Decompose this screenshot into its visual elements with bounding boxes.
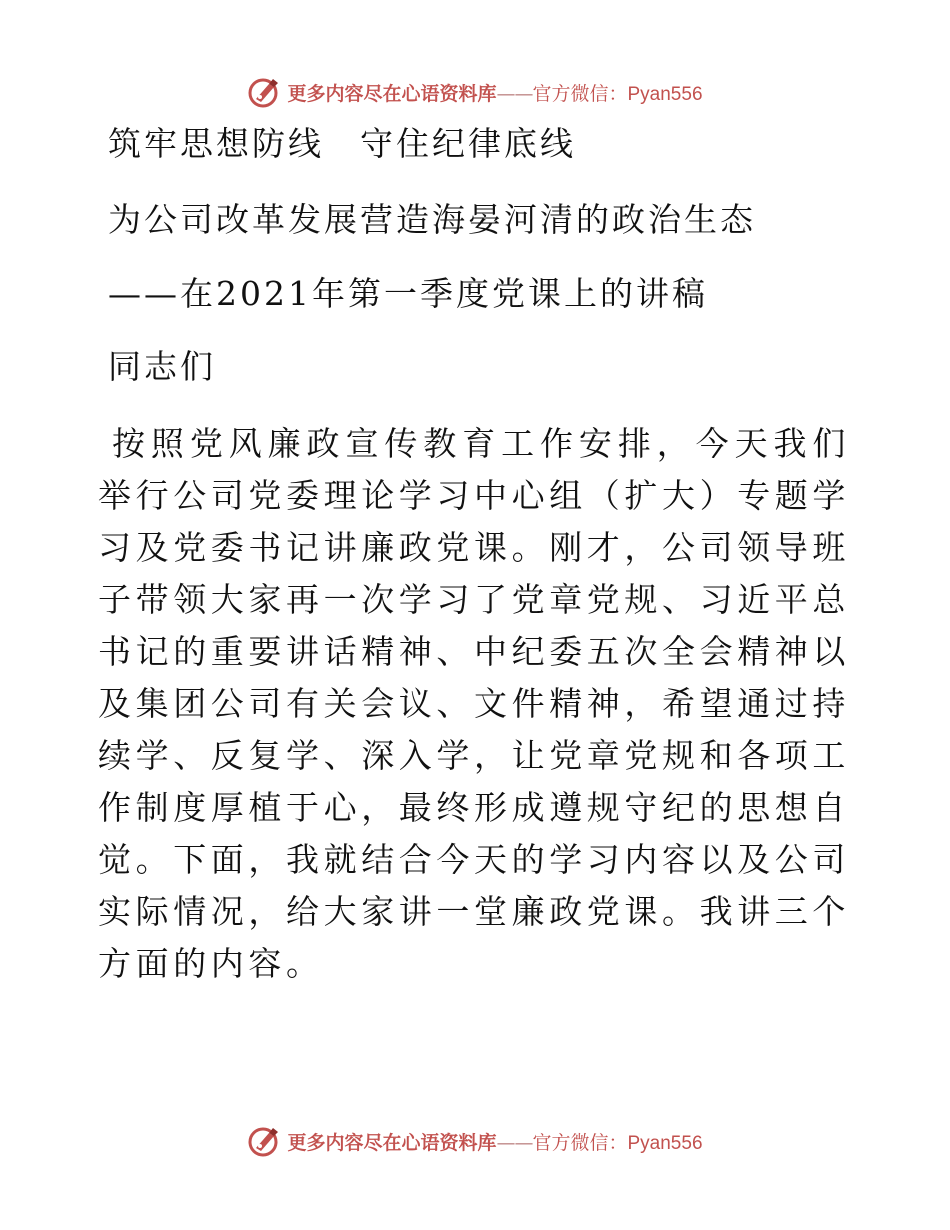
watermark-handle: Pyan556 — [627, 83, 703, 105]
watermark-dash: —— — [496, 82, 533, 105]
document-title-line-2: 为公司改革发展营造海晏河清的政治生态 — [108, 200, 756, 239]
document-subtitle: ——在2021年第一季度党课上的讲稿 — [108, 274, 708, 313]
watermark-text — [287, 79, 702, 106]
watermark-footer — [0, 1121, 950, 1161]
body-paragraph: 按照党风廉政宣传教育工作安排，今天我们举行公司党委理论学习中心组（扩大）专题学习及党委书记讲廉政党课。刚才，公司领导班子带领大家再一次学习了党章党规、习近平总书记的重要讲话精神、中纪委五次全会精神以及集团公司有关会议、文件精神，希望通过持续学、反复学、深入学，让党章党规和各项工作制度厚植于心，最终形成遵规守纪的思想自觉。下面，我就结合今天的学习内容以及公司实际情况，给大家讲一堂廉政党课。我讲三个方面的内容。 — [98, 424, 850, 983]
watermark-brand: 更多内容尽在心语资料库 — [287, 82, 497, 105]
watermark-wechat-label: 官方微信： — [532, 1131, 628, 1154]
watermark-handle: Pyan556 — [627, 1132, 703, 1154]
watermark-brand: 更多内容尽在心语资料库 — [287, 1131, 497, 1154]
watermark-wechat-label: 官方微信： — [532, 82, 628, 105]
pen-logo-icon — [247, 1124, 281, 1158]
document-title-line-1: 筑牢思想防线 守住纪律底线 — [108, 124, 576, 163]
watermark-text — [287, 1128, 702, 1155]
salutation: 同志们 — [108, 347, 216, 386]
watermark-header — [0, 72, 950, 112]
watermark-dash: —— — [496, 1131, 533, 1154]
pen-logo-icon — [247, 75, 281, 109]
